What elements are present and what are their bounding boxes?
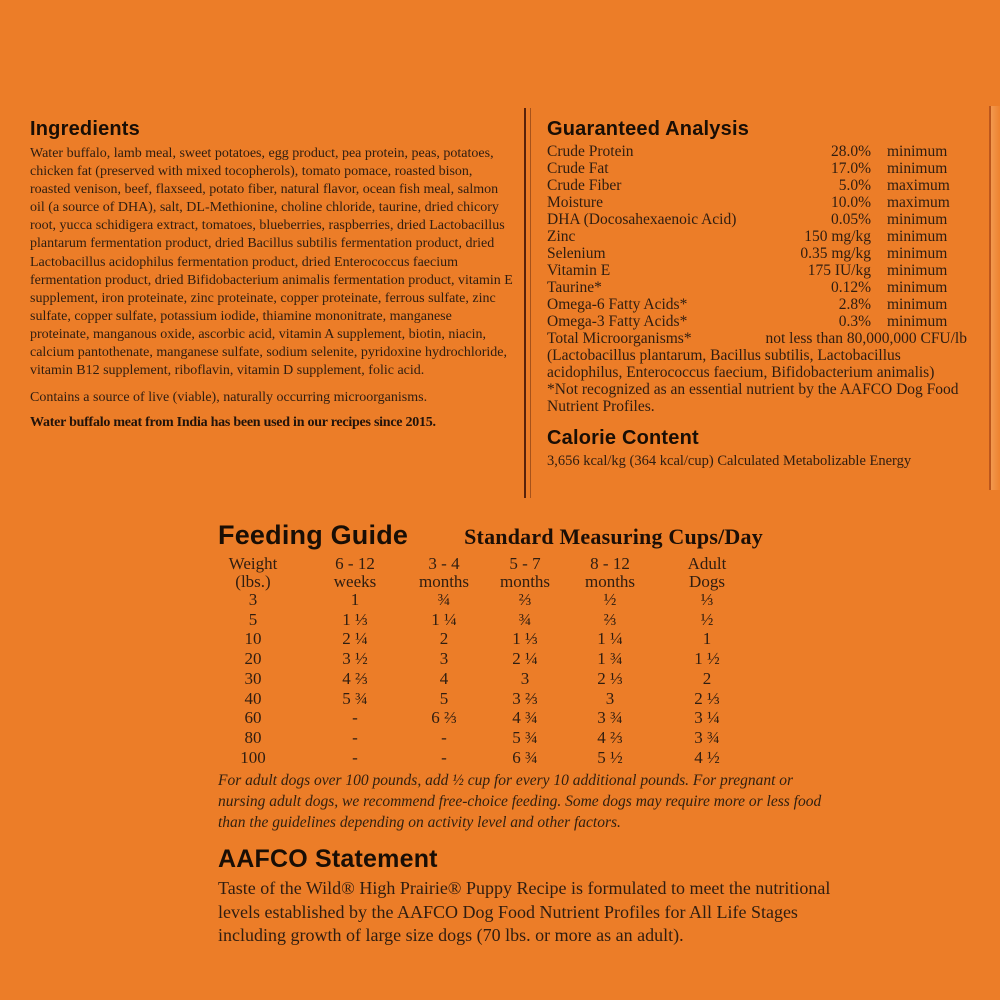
ga-row — [547, 296, 967, 313]
ga-name: Crude Protein — [547, 143, 634, 160]
fg-header-line: 3 - 4 — [428, 554, 460, 573]
fg-cell: 4 — [439, 668, 449, 688]
fg-cell: 3 — [439, 649, 449, 669]
fg-cell: ½ — [700, 609, 714, 629]
fg-cell: 1 ¼ — [597, 629, 623, 649]
feeding-guide-titlebar — [200, 520, 765, 550]
ingredients-section — [30, 118, 513, 431]
fg-header-line: 8 - 12 — [590, 554, 630, 573]
feeding-guide-section — [200, 520, 765, 767]
feeding-guide-note: For adult dogs over 100 pounds, add ½ cup for every 10 additional pounds. For pregnant or nursing adult dogs, we recommend free-choice feeding. Some dogs may require more or less food than the guidelines depending on activity level and other factors. — [218, 772, 822, 831]
ga-name: Moisture — [547, 194, 603, 211]
ga-rows — [547, 143, 967, 330]
feeding-guide-title: Feeding Guide — [218, 520, 409, 550]
ingredients-text: Water buffalo, lamb meal, sweet potatoes, egg product, pea protein, peas, potatoes, chicken fat (preserved with mixed tocopherols), tomato pomace, roasted bison, roasted venison, beef, flaxseed, potato fiber, natural flavor, ocean fish meal, salmon oil (a source of DHA), salt, DL-Methionine, choline chloride, taurine, dried chicory root, yucca schidigera extract, tomatoes, blueberries, raspberries, dried Lactobacillus plantarum fermentation product, dried Bacillus subtilis fermentation product, dried Lactobacillus acidophilus fermentation product, dried Enterococcus faecium fermentation product, dried Bifidobacterium animalis fermentation product, vitamin E supplement, iron proteinate, zinc proteinate, copper proteinate, ferrous sulfate, zinc sulfate, copper sulfate, potassium iodide, thiamine mononitrate, manganese proteinate, manganous oxide, ascorbic acid, vitamin A supplement, biotin, niacin, calcium pantothenate, manganese sulfate, sodium selenite, pyridoxine hydrochloride, vitamin B12 supplement, riboflavin, vitamin D supplement, folic acid. — [30, 146, 513, 379]
fg-cell: 4 ⅔ — [597, 727, 623, 747]
fg-header-line: months — [499, 571, 551, 591]
fg-cell: 2 ⅓ — [694, 688, 720, 708]
fg-header-line: Dogs — [689, 571, 725, 591]
fg-header-cell — [654, 555, 760, 590]
ga-row — [547, 245, 967, 262]
ga-qual: maximum — [887, 194, 950, 211]
ga-row — [547, 211, 967, 228]
fg-cell: ⅔ — [603, 609, 617, 629]
fg-cell: 3 ½ — [342, 649, 368, 669]
fg-cell: 3 — [520, 668, 530, 688]
fg-cell: 2 — [702, 668, 712, 688]
fg-cell: 1 ¼ — [431, 609, 457, 629]
fg-cell: 1 ¾ — [597, 649, 623, 669]
ingredients-title: Ingredients — [30, 118, 140, 140]
fg-cell: 6 ¾ — [512, 747, 538, 767]
fg-cell: 4 ½ — [694, 747, 720, 767]
ga-value: 0.05% — [830, 211, 871, 228]
ga-qual: maximum — [887, 177, 950, 194]
fg-cell: 5 — [248, 609, 258, 629]
ga-name: Omega-6 Fatty Acids* — [547, 296, 688, 313]
label-edge-seam — [989, 106, 1000, 490]
fg-cell: 3 ¼ — [694, 708, 720, 728]
ga-name: DHA (Docosahexaenoic Acid) — [547, 211, 737, 228]
fg-cell: 6 ⅔ — [431, 708, 457, 728]
fg-header-row — [200, 555, 765, 590]
fg-cell: 20 — [244, 649, 262, 669]
fg-header-line: months — [584, 571, 636, 591]
ga-name: Crude Fat — [547, 160, 609, 177]
fg-header-cell — [404, 555, 484, 590]
ga-qual: minimum — [887, 211, 948, 228]
ga-footnote: *Not recognized as an essential nutrient by the AAFCO Dog Food Nutrient Profiles. — [547, 381, 959, 415]
fg-cell: 1 ½ — [694, 649, 720, 669]
fg-cell: 5 ¾ — [342, 688, 368, 708]
fg-header-line: weeks — [333, 571, 377, 591]
fg-cell: 3 ¾ — [694, 727, 720, 747]
fg-cell: 40 — [244, 688, 262, 708]
fg-cell: - — [352, 727, 358, 747]
ga-row — [547, 143, 967, 160]
fg-cell: ⅓ — [700, 590, 714, 609]
fg-cell: 3 — [248, 590, 258, 609]
ga-value: 0.35 mg/kg — [800, 245, 871, 262]
fg-header-cell — [566, 555, 654, 590]
fg-cell: ⅔ — [518, 590, 532, 609]
fg-header-line: (lbs.) — [235, 571, 271, 591]
fg-cell: 2 ¼ — [342, 629, 368, 649]
aafco-title: AAFCO Statement — [218, 845, 438, 873]
ga-value: 17.0% — [830, 160, 871, 177]
ga-total-value: not less than 80,000,000 CFU/lb — [765, 330, 967, 347]
fg-cell: - — [441, 727, 447, 747]
fg-cell: 1 — [350, 590, 360, 609]
ga-row — [547, 160, 967, 177]
ga-qual: minimum — [887, 262, 948, 279]
fg-cell: 5 ½ — [597, 747, 623, 767]
ga-qual: minimum — [887, 245, 948, 262]
ga-row — [547, 279, 967, 296]
fg-cell: 4 ⅔ — [342, 668, 368, 688]
aafco-text: Taste of the Wild® High Prairie® Puppy Recipe is formulated to meet the nutritional levels established by the AAFCO Dog Food Nutrient Profiles for All Life Stages including growth of large size dogs (70 lbs. or more as an adult). — [218, 878, 831, 945]
aafco-section — [218, 846, 836, 948]
ga-name: Selenium — [547, 245, 606, 262]
fg-cell: 60 — [244, 708, 262, 728]
fg-cell: 100 — [240, 747, 266, 767]
origin-note: Water buffalo meat from India has been used in our recipes since 2015. — [30, 415, 436, 431]
fg-cell: 2 ⅓ — [597, 668, 623, 688]
ga-value: 5.0% — [838, 177, 871, 194]
calorie-content-text: 3,656 kcal/kg (364 kcal/cup) Calculated Metabolizable Energy — [547, 453, 912, 469]
ga-qual: minimum — [887, 313, 948, 330]
fg-cell: 2 ¼ — [512, 649, 538, 669]
fg-cell: 1 ⅓ — [512, 629, 538, 649]
ga-row — [547, 177, 967, 194]
ga-value: 175 IU/kg — [807, 262, 871, 279]
ga-name: Vitamin E — [547, 262, 611, 279]
fg-cell: 2 — [439, 629, 449, 649]
fg-body — [200, 590, 765, 767]
fg-header-line: months — [418, 571, 470, 591]
fg-cell: 80 — [244, 727, 262, 747]
fg-header-cell — [306, 555, 404, 590]
ga-qual: minimum — [887, 279, 948, 296]
ga-value: 28.0% — [830, 143, 871, 160]
fg-header-line: 5 - 7 — [509, 554, 541, 573]
ga-value: 150 mg/kg — [804, 228, 871, 245]
guaranteed-analysis-title: Guaranteed Analysis — [547, 118, 750, 140]
ga-row — [547, 228, 967, 245]
fg-cell: 3 ¾ — [597, 708, 623, 728]
ga-qual: minimum — [887, 143, 948, 160]
ga-value: 10.0% — [830, 194, 871, 211]
column-divider-rule — [524, 108, 531, 498]
ga-qual: minimum — [887, 296, 948, 313]
fg-cell: 5 ¾ — [512, 727, 538, 747]
ga-value: 0.12% — [830, 279, 871, 296]
ga-total-name: Total Microorganisms* — [547, 330, 692, 347]
fg-header-cell — [484, 555, 566, 590]
ga-row-total — [547, 330, 967, 347]
ga-row — [547, 313, 967, 330]
fg-cell: 4 ¾ — [512, 708, 538, 728]
fg-cell: 1 ⅓ — [342, 609, 368, 629]
fg-cell: 3 — [605, 688, 615, 708]
fg-cell: - — [441, 747, 447, 767]
ga-name: Crude Fiber — [547, 177, 622, 194]
fg-cell: ½ — [603, 590, 617, 609]
ga-qual: minimum — [887, 228, 948, 245]
ga-qual: minimum — [887, 160, 948, 177]
fg-cell: 10 — [244, 629, 262, 649]
ga-species-note: (Lactobacillus plantarum, Bacillus subtilis, Lactobacillus acidophilus, Enterococcus faecium, Bifidobacterium animalis) — [547, 347, 935, 381]
fg-cell: ¾ — [518, 609, 532, 629]
feeding-guide-subtitle: Standard Measuring Cups/Day — [464, 524, 763, 549]
ga-name: Omega-3 Fatty Acids* — [547, 313, 688, 330]
fg-header-line: 6 - 12 — [335, 554, 375, 573]
calorie-content-title: Calorie Content — [547, 427, 699, 449]
fg-cell: 5 — [439, 688, 449, 708]
guaranteed-analysis-section — [547, 118, 967, 472]
fg-cell: 3 ⅔ — [512, 688, 538, 708]
fg-cell: - — [352, 708, 358, 728]
contains-note: Contains a source of live (viable), naturally occurring microorganisms. — [30, 390, 428, 406]
fg-cell: - — [352, 747, 358, 767]
fg-header-cell — [200, 555, 306, 590]
ga-row — [547, 194, 967, 211]
fg-header-line: Adult — [687, 554, 727, 573]
ga-name: Zinc — [547, 228, 576, 245]
fg-cell: 30 — [244, 668, 262, 688]
ga-name: Taurine* — [547, 279, 602, 296]
ga-value: 2.8% — [838, 296, 871, 313]
fg-header-line: Weight — [228, 554, 278, 573]
ga-value: 0.3% — [838, 313, 871, 330]
fg-cell: 1 — [702, 629, 712, 649]
fg-cell: ¾ — [437, 590, 451, 609]
ga-row — [547, 262, 967, 279]
